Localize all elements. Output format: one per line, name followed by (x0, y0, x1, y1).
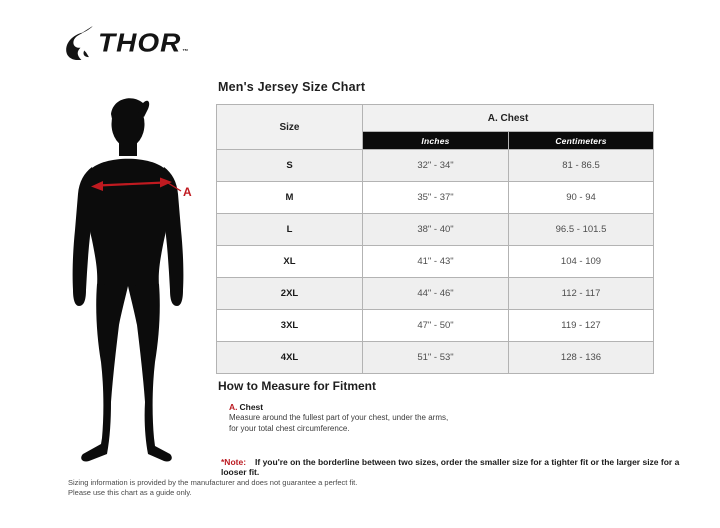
size-cell: M (217, 182, 363, 214)
size-cell: 4XL (217, 342, 363, 374)
thor-hammer-icon (63, 26, 96, 60)
inches-cell: 35" - 37" (363, 182, 509, 214)
table-row (217, 246, 654, 278)
trademark-symbol: ™ (182, 49, 189, 55)
brand-logo (63, 26, 188, 60)
inches-column-header: Inches (363, 132, 509, 150)
inches-cell: 44" - 46" (363, 278, 509, 310)
centimeters-cell: 112 - 117 (509, 278, 654, 310)
measure-item-letter: A. (229, 402, 238, 412)
note-text: If you're on the borderline between two sizes, order the smaller size for a tighter fit or the larger size for a looser fit. (221, 457, 680, 477)
size-cell: S (217, 150, 363, 182)
chest-group-header: A. Chest (363, 105, 654, 132)
centimeters-cell: 119 - 127 (509, 310, 654, 342)
male-silhouette-graphic (58, 90, 223, 465)
table-row (217, 310, 654, 342)
note-label: *Note: (221, 457, 247, 467)
size-column-header: Size (217, 105, 363, 150)
how-to-measure-heading: How to Measure for Fitment (218, 379, 377, 393)
size-chart-title: Men's Jersey Size Chart (218, 80, 366, 94)
centimeters-cell: 90 - 94 (509, 182, 654, 214)
inches-cell: 38" - 40" (363, 214, 509, 246)
inches-cell: 32" - 34" (363, 150, 509, 182)
body-silhouette-figure (58, 90, 223, 465)
size-cell: 3XL (217, 310, 363, 342)
size-chart-table (216, 104, 654, 374)
measure-item-description: Measure around the fullest part of your chest, under the arms, for your total chest circumference. (229, 413, 449, 433)
measure-item-chest (229, 402, 263, 412)
inches-cell: 41" - 43" (363, 246, 509, 278)
measure-item-title: Chest (239, 402, 264, 412)
manufacturer-disclaimer (68, 478, 368, 498)
table-row (217, 150, 654, 182)
table-header-row (217, 105, 654, 132)
centimeters-column-header: Centimeters (509, 132, 654, 150)
size-cell: 2XL (217, 278, 363, 310)
brand-name: THOR (98, 28, 182, 57)
centimeters-cell: 104 - 109 (509, 246, 654, 278)
sizing-note (221, 457, 707, 477)
size-cell: L (217, 214, 363, 246)
inches-cell: 47" - 50" (363, 310, 509, 342)
centimeters-cell: 128 - 136 (509, 342, 654, 374)
table-row (217, 342, 654, 374)
centimeters-cell: 81 - 86.5 (509, 150, 654, 182)
centimeters-cell: 96.5 - 101.5 (509, 214, 654, 246)
disclaimer-line-1: Sizing information is provided by the manufacturer and does not guarantee a perfect fit. (68, 478, 358, 487)
size-cell: XL (217, 246, 363, 278)
chest-measure-label-a: A (183, 185, 192, 199)
size-chart-rows (217, 150, 654, 374)
inches-cell: 51" - 53" (363, 342, 509, 374)
table-row (217, 278, 654, 310)
disclaimer-line-2: Please use this chart as a guide only. (68, 488, 192, 497)
table-row (217, 182, 654, 214)
table-row (217, 214, 654, 246)
